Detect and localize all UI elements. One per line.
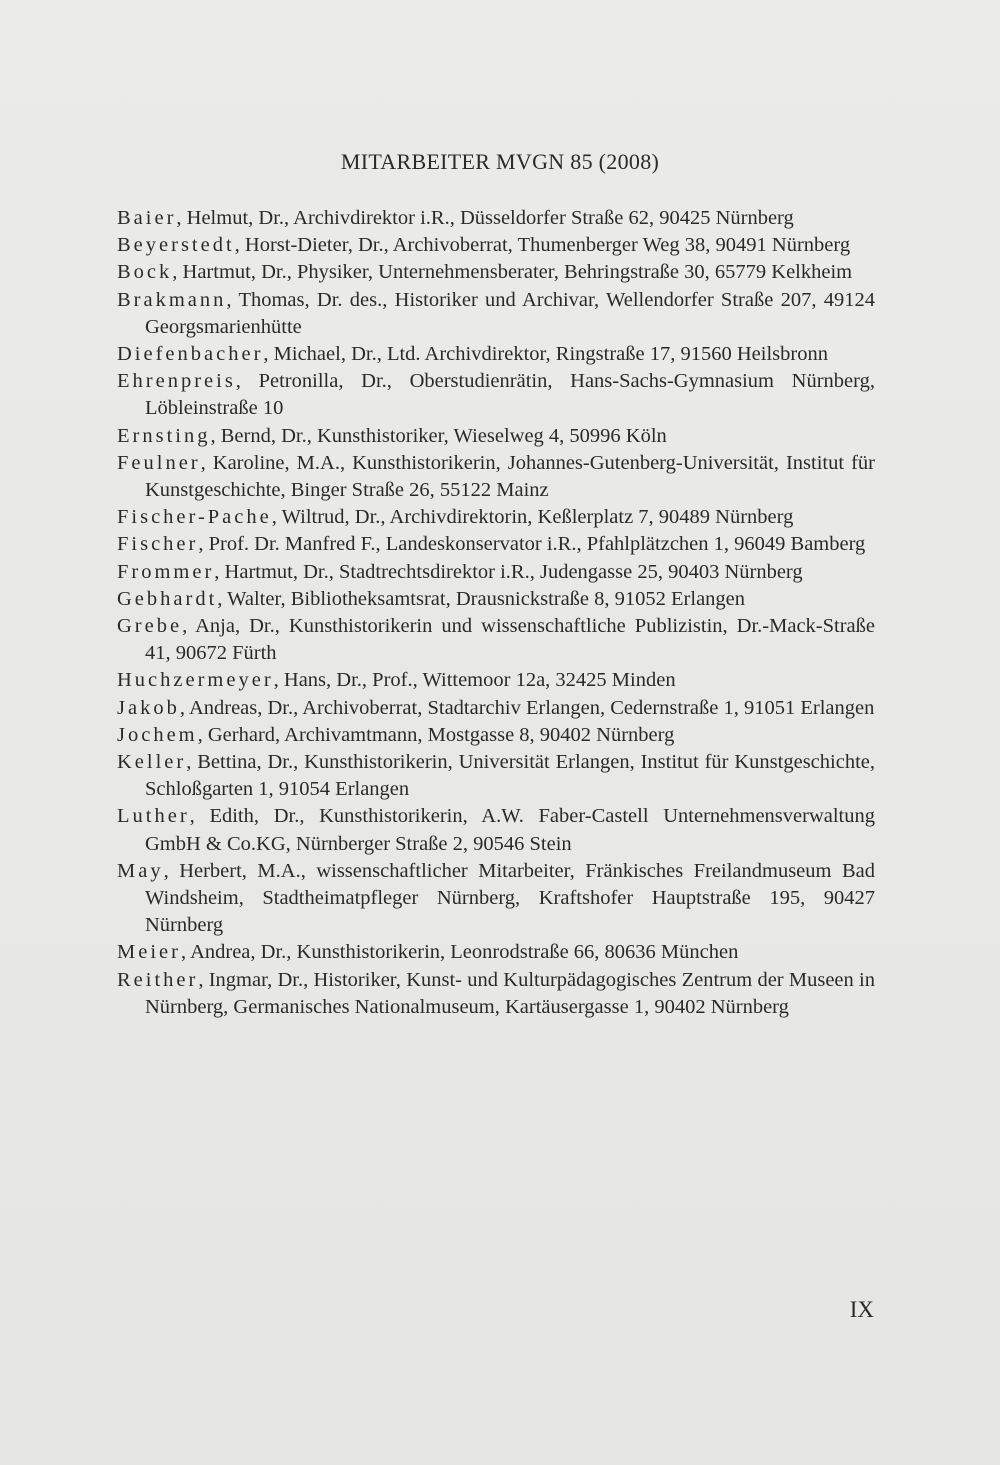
contributor-entry — [117, 749, 875, 803]
contributor-surname: Feulner — [117, 451, 201, 474]
contributor-entry — [117, 559, 875, 586]
contributor-surname: Frommer — [117, 560, 215, 583]
contributor-entry — [117, 450, 875, 504]
contributor-details: , Prof. Dr. Manfred F., Landeskonservator i.R., Pfahlplätzchen 1, 96049 Bamberg — [198, 533, 866, 556]
contributor-surname: Jakob — [117, 696, 180, 719]
contributor-surname: Fischer — [117, 533, 199, 556]
contributor-details: , Hartmut, Dr., Stadtrechtsdirektor i.R., Judengasse 25, 90403 Nürnberg — [214, 560, 803, 583]
contributor-surname: Brakmann — [117, 288, 227, 311]
page-number: IX — [849, 1297, 874, 1322]
contributor-entry — [117, 531, 875, 558]
contributor-details: , Helmut, Dr., Archivdirektor i.R., Düsseldorfer Straße 62, 90425 Nürnberg — [176, 207, 794, 229]
contributor-surname: Jochem — [117, 723, 198, 746]
contributor-list — [117, 205, 875, 1021]
contributor-details: , Walter, Bibliotheksamtsrat, Drausnickstraße 8, 91052 Erlangen — [217, 587, 746, 610]
contributor-entry — [117, 259, 875, 286]
contributor-entry — [117, 586, 875, 613]
contributor-surname: Gebhardt — [117, 587, 218, 610]
contributor-details: , Hans, Dr., Prof., Wittemoor 12a, 32425 Minden — [273, 669, 676, 692]
contributor-surname: Keller — [117, 751, 187, 774]
contributor-entry — [117, 205, 875, 232]
contributor-surname: Beyerstedt — [117, 234, 235, 257]
contributor-entry — [117, 695, 875, 722]
contributor-surname: May — [117, 859, 164, 882]
contributor-details: , Petronilla, Dr., Oberstudienrätin, Hans-Sachs-Gymnasium Nürnberg, Löbleinstraße 10 — [145, 370, 875, 420]
contributor-details: , Andreas, Dr., Archivoberrat, Stadtarchiv Erlangen, Cedernstraße 1, 91051 Erlangen — [179, 696, 875, 719]
contributor-details: , Gerhard, Archivamtmann, Mostgasse 8, 90402 Nürnberg — [197, 723, 675, 746]
contributor-surname: Grebe — [117, 615, 183, 638]
contributor-entry — [117, 858, 875, 940]
contributor-details: , Ingmar, Dr., Historiker, Kunst- und Kulturpädagogisches Zentrum der Museen in Nürnberg, Germanisches Nationalmuseum, Kartäusergasse 1, 90402 Nürnberg — [145, 968, 875, 1018]
contributor-surname: Huchzermeyer — [117, 669, 274, 692]
contributor-entry — [117, 803, 875, 857]
contributor-details: , Wiltrud, Dr., Archivdirektorin, Keßlerplatz 7, 90489 Nürnberg — [271, 506, 794, 529]
contributor-details: , Bernd, Dr., Kunsthistoriker, Wieselweg 4, 50996 Köln — [210, 424, 667, 447]
contributor-entry — [117, 967, 875, 1021]
contributor-details: , Karoline, M.A., Kunsthistorikerin, Johannes-Gutenberg-Universität, Institut für Kunstgeschichte, Binger Straße 26, 55122 Mainz — [145, 451, 875, 502]
contributor-surname: Bock — [117, 261, 173, 284]
contributor-surname: Fischer-Pache — [117, 506, 272, 529]
contributor-details: , Bettina, Dr., Kunsthistorikerin, Universität Erlangen, Institut für Kunstgeschichte, Schloßgarten 1, 91054 Erlangen — [145, 751, 875, 801]
contributor-details: , Michael, Dr., Ltd. Archivdirektor, Ringstraße 17, 91560 Heilsbronn — [263, 343, 828, 366]
contributor-surname: Meier — [117, 941, 181, 964]
contributor-surname: Ernsting — [117, 424, 211, 447]
contributor-surname: Ehrenpreis — [117, 370, 236, 393]
contributor-details: , Edith, Dr., Kunsthistorikerin, A.W. Faber-Castell Unternehmensverwaltung GmbH & Co.KG, Nürnberger Straße 2, 90546 Stein — [145, 805, 875, 855]
contributor-entry — [117, 368, 875, 422]
contributor-entry — [117, 341, 875, 368]
contributor-details: , Thomas, Dr. des., Historiker und Archivar, Wellendorfer Straße 207, 49124 Georgsmarienhütte — [145, 288, 875, 338]
contributor-entry — [117, 722, 875, 749]
contributor-surname: Baier — [117, 207, 177, 229]
contributor-surname: Diefenbacher — [117, 343, 264, 366]
contributor-entry — [117, 423, 875, 450]
contributor-entry — [117, 504, 875, 531]
contributor-entry — [117, 287, 875, 341]
contributor-details: , Andrea, Dr., Kunsthistorikerin, Leonrodstraße 66, 80636 München — [180, 941, 739, 964]
contributor-surname: Reither — [117, 968, 199, 991]
contributor-details: , Horst-Dieter, Dr., Archivoberrat, Thumenberger Weg 38, 90491 Nürnberg — [234, 234, 851, 257]
contributor-entry — [117, 232, 875, 259]
contributor-entry — [117, 613, 875, 667]
contributor-entry — [117, 939, 875, 966]
contributor-entry — [117, 667, 875, 694]
contributor-surname: Luther — [117, 805, 190, 828]
contributor-details: , Hartmut, Dr., Physiker, Unternehmensberater, Behringstraße 30, 65779 Kelkheim — [172, 261, 853, 284]
contributor-details: , Anja, Dr., Kunsthistorikerin und wissenschaftliche Publizistin, Dr.-Mack-Straße 41, 90672 Fürth — [145, 615, 875, 665]
page-header: MITARBEITER MVGN 85 (2008) — [340, 149, 660, 174]
contributor-details: , Herbert, M.A., wissenschaftlicher Mitarbeiter, Fränkisches Freilandmuseum Bad Windsheim, Stadtheimatpfleger Nürnberg, Kraftshofer Hauptstraße 195, 90427 Nürnberg — [145, 859, 875, 937]
